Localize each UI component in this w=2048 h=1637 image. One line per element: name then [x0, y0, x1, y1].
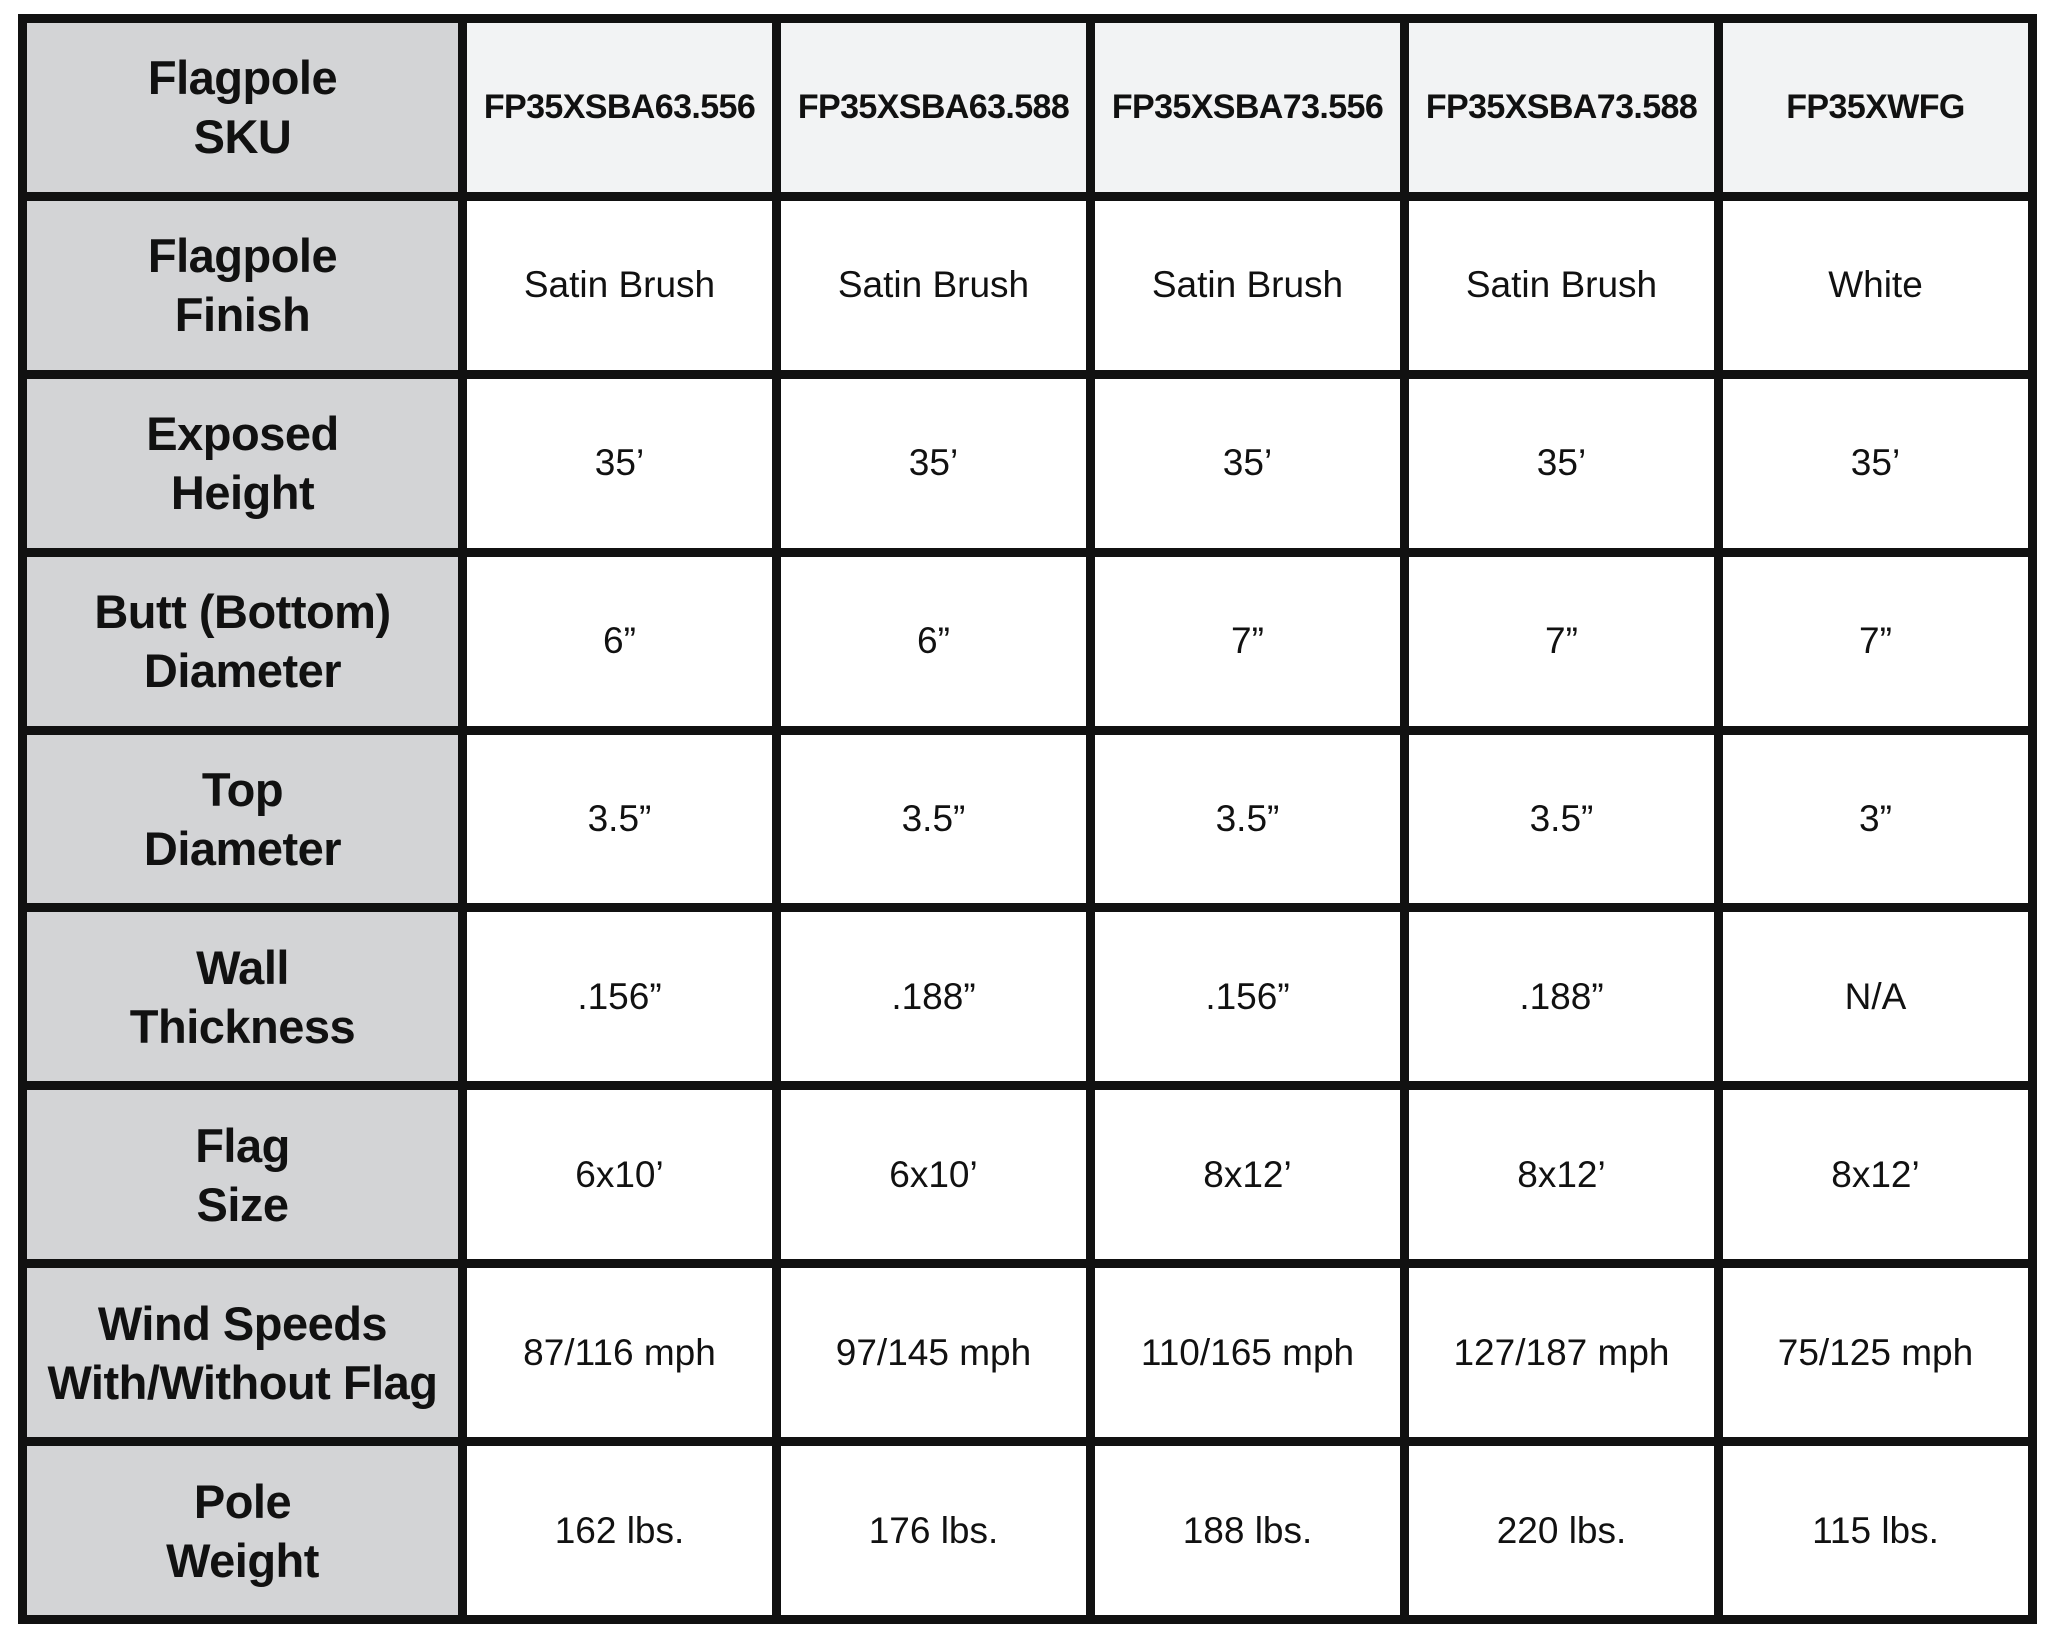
row-label-finish	[23, 196, 463, 374]
value-cell: N/A	[1719, 908, 2033, 1086]
row-label-top-diameter	[23, 730, 463, 908]
table-row-flag-size	[23, 1086, 2033, 1264]
value-cell: 7”	[1091, 552, 1405, 730]
table-row-wall-thickness	[23, 908, 2033, 1086]
value-cell: 6x10’	[777, 1086, 1091, 1264]
value-cell: 3”	[1719, 730, 2033, 908]
value-cell: 35’	[777, 374, 1091, 552]
row-label-line-2: Weight	[166, 1533, 319, 1587]
value-cell: 35’	[1719, 374, 2033, 552]
table-row-sku	[23, 19, 2033, 197]
row-label-butt-diameter	[23, 552, 463, 730]
value-cell: 3.5”	[777, 730, 1091, 908]
flagpole-spec-table	[18, 14, 2037, 1624]
value-cell: 97/145 mph	[777, 1264, 1091, 1442]
row-label-line-2: Thickness	[129, 999, 356, 1053]
row-label-line-1: Pole	[193, 1474, 292, 1528]
table-row-finish	[23, 196, 2033, 374]
row-label-line-1: Top	[201, 762, 284, 816]
row-label-line-1: Exposed	[146, 407, 339, 461]
value-cell: 176 lbs.	[777, 1442, 1091, 1620]
value-cell: 8x12’	[1091, 1086, 1405, 1264]
row-label-wind-speeds	[23, 1264, 463, 1442]
value-cell: 220 lbs.	[1405, 1442, 1719, 1620]
table-row-wind-speeds	[23, 1264, 2033, 1442]
value-cell: Satin Brush	[463, 196, 777, 374]
row-label-line-2: With/Without Flag	[47, 1355, 438, 1409]
value-cell: 75/125 mph	[1719, 1264, 2033, 1442]
value-cell: 8x12’	[1405, 1086, 1719, 1264]
row-label-line-2: Diameter	[143, 821, 342, 875]
row-label-flag-size	[23, 1086, 463, 1264]
value-cell: 127/187 mph	[1405, 1264, 1719, 1442]
value-cell: 115 lbs.	[1719, 1442, 2033, 1620]
table-row-top-diameter	[23, 730, 2033, 908]
row-label-pole-weight	[23, 1442, 463, 1620]
value-cell: .156”	[1091, 908, 1405, 1086]
value-cell: Satin Brush	[777, 196, 1091, 374]
row-label-line-2: Finish	[174, 288, 311, 342]
value-cell: 6x10’	[463, 1086, 777, 1264]
row-label-sku	[23, 19, 463, 197]
value-cell: 8x12’	[1719, 1086, 2033, 1264]
value-cell: 188 lbs.	[1091, 1442, 1405, 1620]
value-cell: 87/116 mph	[463, 1264, 777, 1442]
table-row-exposed-height	[23, 374, 2033, 552]
value-cell: .188”	[777, 908, 1091, 1086]
row-label-line-1: Butt (Bottom)	[94, 585, 391, 639]
sku-cell: FP35XSBA63.556	[463, 19, 777, 197]
row-label-line-2: SKU	[193, 110, 292, 164]
row-label-line-1: Flagpole	[147, 51, 338, 105]
value-cell: 35’	[1405, 374, 1719, 552]
row-label-wall-thickness	[23, 908, 463, 1086]
sku-cell: FP35XWFG	[1719, 19, 2033, 197]
value-cell: .156”	[463, 908, 777, 1086]
value-cell: 162 lbs.	[463, 1442, 777, 1620]
row-label-line-1: Flagpole	[147, 229, 338, 283]
sku-cell: FP35XSBA63.588	[777, 19, 1091, 197]
value-cell: 7”	[1719, 552, 2033, 730]
row-label-line-1: Flag	[195, 1118, 290, 1172]
row-label-line-2: Size	[196, 1177, 289, 1231]
value-cell: White	[1719, 196, 2033, 374]
value-cell: 35’	[1091, 374, 1405, 552]
value-cell: Satin Brush	[1091, 196, 1405, 374]
row-label-line-2: Diameter	[143, 644, 342, 698]
value-cell: 3.5”	[1405, 730, 1719, 908]
value-cell: 6”	[463, 552, 777, 730]
value-cell: 3.5”	[463, 730, 777, 908]
table-row-butt-diameter	[23, 552, 2033, 730]
table-row-pole-weight	[23, 1442, 2033, 1620]
value-cell: 7”	[1405, 552, 1719, 730]
sku-cell: FP35XSBA73.556	[1091, 19, 1405, 197]
value-cell: 3.5”	[1091, 730, 1405, 908]
value-cell: Satin Brush	[1405, 196, 1719, 374]
row-label-line-2: Height	[170, 466, 315, 520]
value-cell: .188”	[1405, 908, 1719, 1086]
row-label-line-1: Wind Speeds	[97, 1296, 388, 1350]
value-cell: 6”	[777, 552, 1091, 730]
row-label-exposed-height	[23, 374, 463, 552]
value-cell: 110/165 mph	[1091, 1264, 1405, 1442]
row-label-line-1: Wall	[196, 940, 289, 994]
value-cell: 35’	[463, 374, 777, 552]
sku-cell: FP35XSBA73.588	[1405, 19, 1719, 197]
